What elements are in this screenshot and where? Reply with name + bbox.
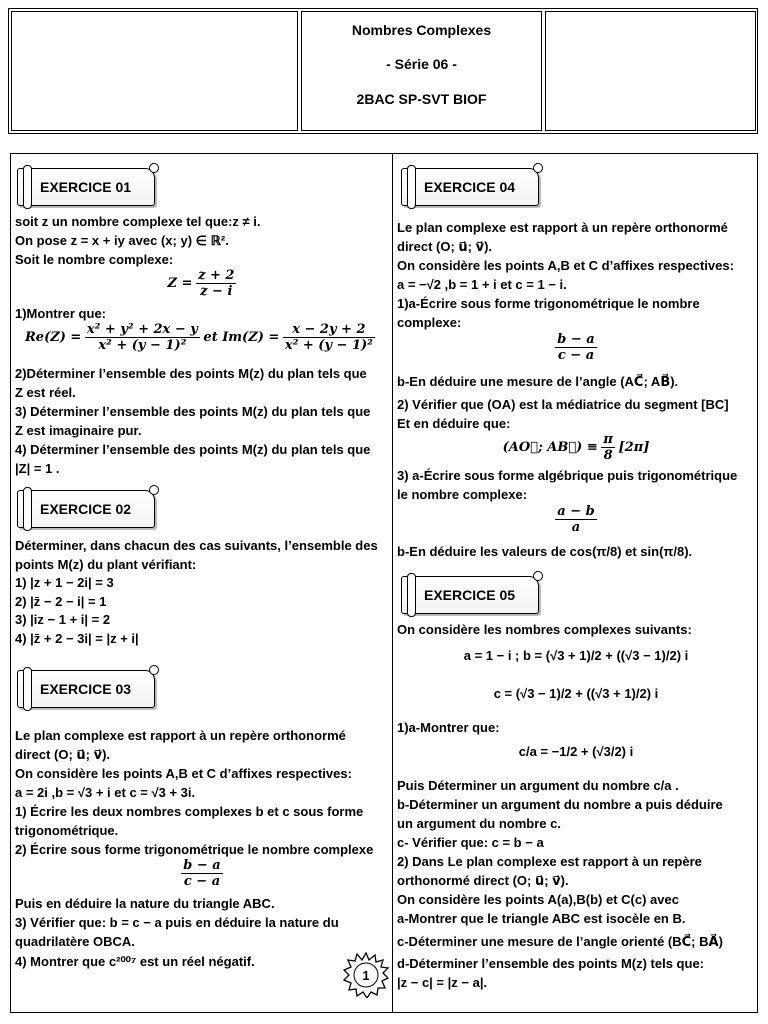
header-level: 2BAC SP-SVT BIOF: [356, 91, 487, 107]
ex03-fraction: $\frac{b - a}{c - a}$: [183, 858, 221, 889]
ex05-line-12: On considère les points A(a),B(b) et C(c) avec: [397, 892, 679, 907]
header-title-box: [301, 11, 542, 131]
page-number: 1: [362, 968, 370, 983]
ex05-line-4: 1)a-Montrer que:: [397, 720, 500, 735]
ex03-line-4: a = 2i ,b = √3 + i et c = √3 + 3i.: [15, 785, 196, 800]
ex01-line-4: 1)Montrer que:: [15, 306, 106, 321]
header-title: Nombres Complexes: [351, 22, 492, 38]
ex04-line-8: 2) Vérifier que (OA) est la médiatrice du segment [BC]: [397, 397, 729, 412]
ex04-line-9: Et en déduire que:: [397, 416, 511, 431]
exercise-01-title: EXERCICE 01: [17, 168, 155, 206]
ex05-line-7: b-Déterminer un argument du nombre a puis déduire: [397, 797, 723, 812]
ex05-c-definition: c = (√3 − 1)/2 + ((√3 + 1)/2) i: [493, 686, 659, 701]
ex04-line-5: 1)a-Écrire sous forme trigonométrique le nombre: [397, 296, 700, 311]
ex05-line-1: On considère les nombres complexes suivants:: [397, 622, 692, 637]
ex01-line-10: |Z| = 1 .: [15, 461, 60, 476]
exercise-sheet: [10, 153, 758, 1013]
ex03-line-6: trigonométrique.: [15, 823, 119, 838]
ex04-line-6: complexe:: [397, 315, 462, 330]
header-right-box: [545, 11, 756, 131]
ex05-line-16: |z − c| = |z − a|.: [397, 975, 488, 990]
exercise-05-title: EXERCICE 05: [401, 576, 539, 614]
ex03-line-9: 3) Vérifier que: b = c − a puis en déduire la nature du: [15, 915, 339, 930]
ex04-congruence: (AO⃗; AB⃗) ≡ $\frac{\pi}{8}$ [2π]: [502, 432, 650, 463]
ex05-quotient: c/a = −1/2 + (√3/2) i: [518, 744, 634, 759]
header-left-box: [11, 11, 298, 131]
ex05-line-15: d-Déterminer l’ensemble des points M(z) tels que:: [397, 956, 704, 971]
ex01-line-8: Z est imaginaire pur.: [15, 423, 142, 438]
right-column: [397, 154, 755, 1012]
ex01-Z-definition: Z = $\frac{z + 2}{z - i}$: [167, 268, 235, 299]
ex05-line-6: Puis Déterminer un argument du nombre c/a .: [397, 778, 679, 793]
ex03-line-8: Puis en déduire la nature du triangle ABC.: [15, 896, 275, 911]
ex01-line-5: 2)Déterminer l’ensemble des points M(z) du plan tels que: [15, 366, 367, 381]
exercise-02-title: EXERCICE 02: [17, 490, 155, 528]
ex01-line-3: Soit le nombre complexe:: [15, 252, 174, 267]
ex02-case-2: 2) |z̄ − 2 − i| = 1: [15, 594, 107, 609]
ex05-a-b-definition: a = 1 − i ; b = (√3 + 1)/2 + ((√3 − 1)/2) i: [463, 648, 689, 663]
ex02-line-2: points M(z) du plant vérifiant:: [15, 557, 197, 572]
ex02-case-4: 4) |z̄ + 2 − 3i| = |z + i|: [15, 631, 139, 646]
ex05-line-10: 2) Dans Le plan complexe est rapport à un repère: [397, 854, 702, 869]
ex01-line-1: soit z un nombre complexe tel que:z ≠ i.: [15, 214, 261, 229]
ex01-line-7: 3) Déterminer l’ensemble des points M(z) du plan tels que: [15, 404, 371, 419]
ex04-line-1: Le plan complexe est rapport à un repère orthonormé: [397, 220, 728, 235]
ex04-line-2: direct (O; u⃗; v⃗).: [397, 239, 493, 254]
ex04-line-11: 3) a-Écrire sous forme algébrique puis trigonométrique: [397, 468, 738, 483]
ex05-line-8: un argument du nombre c.: [397, 816, 561, 831]
ex02-line-1: Déterminer, dans chacun des cas suivants, l’ensemble des: [15, 538, 378, 553]
ex04-fraction-1: $\frac{b - a}{c - a}$: [557, 332, 595, 363]
ex05-line-11: orthonormé direct (O; u⃗; v⃗).: [397, 873, 569, 888]
left-column: [15, 154, 389, 1012]
ex01-re-im-formula: Re(Z) = $\frac{\text{x² + y² + 2x − y}}{\text{x² + (y − 1)²}}$ et Im(Z) = $\frac{x - 2y + 2}{\text{x² + (y − 1)²}}$: [25, 322, 373, 353]
column-divider: [392, 154, 393, 1012]
ex04-line-3: On considère les points A,B et C d’affixes respectives:: [397, 258, 734, 273]
ex03-line-5: 1) Écrire les deux nombres complexes b et c sous forme: [15, 804, 364, 819]
ex04-line-7: b-En déduire une mesure de l’angle (AC⃗; AB⃗).: [397, 374, 679, 389]
ex05-line-9: c- Vérifier que: c = b − a: [397, 835, 544, 850]
ex03-line-7: 2) Écrire sous forme trigonométrique le nombre complexe: [15, 842, 374, 857]
ex03-line-10: quadrilatère OBCA.: [15, 934, 135, 949]
ex01-line-6: Z est réel.: [15, 385, 76, 400]
ex01-Z-fraction: $\frac{z + 2}{z - i}$: [198, 268, 235, 299]
header: [8, 8, 758, 134]
ex03-line-1: Le plan complexe est rapport à un repère orthonormé: [15, 728, 346, 743]
exercise-04-title: EXERCICE 04: [401, 168, 539, 206]
ex04-line-12: le nombre complexe:: [397, 487, 528, 502]
ex04-line-13: b-En déduire les valeurs de cos(π/8) et sin(π/8).: [397, 544, 693, 559]
ex05-line-14: c-Déterminer une mesure de l’angle orienté (BC⃗; BA⃗): [397, 934, 723, 949]
header-series: - Série 06 -: [386, 56, 457, 72]
ex01-line-9: 4) Déterminer l’ensemble des points M(z) du plan tels que: [15, 442, 371, 457]
exercise-03-title: EXERCICE 03: [17, 670, 155, 708]
ex02-case-3: 3) |iz − 1 + i| = 2: [15, 612, 111, 627]
ex02-case-1: 1) |z + 1 − 2i| = 3: [15, 575, 114, 590]
ex01-line-2: On pose z = x + iy avec (x; y) ∈ ℝ².: [15, 233, 229, 248]
ex03-line-3: On considère les points A,B et C d’affixes respectives:: [15, 766, 352, 781]
ex03-line-11: 4) Montrer que c²⁰⁰⁷ est un réel négatif.: [15, 954, 255, 969]
page-number-badge: [343, 952, 389, 998]
ex04-fraction-2: $\frac{a - b}{a}$: [557, 504, 595, 535]
ex04-line-4: a = −√2 ,b = 1 + i et c = 1 − i.: [397, 277, 567, 292]
ex05-line-13: a-Montrer que le triangle ABC est isocèle en B.: [397, 911, 686, 926]
ex03-line-2: direct (O; u⃗; v⃗).: [15, 747, 111, 762]
